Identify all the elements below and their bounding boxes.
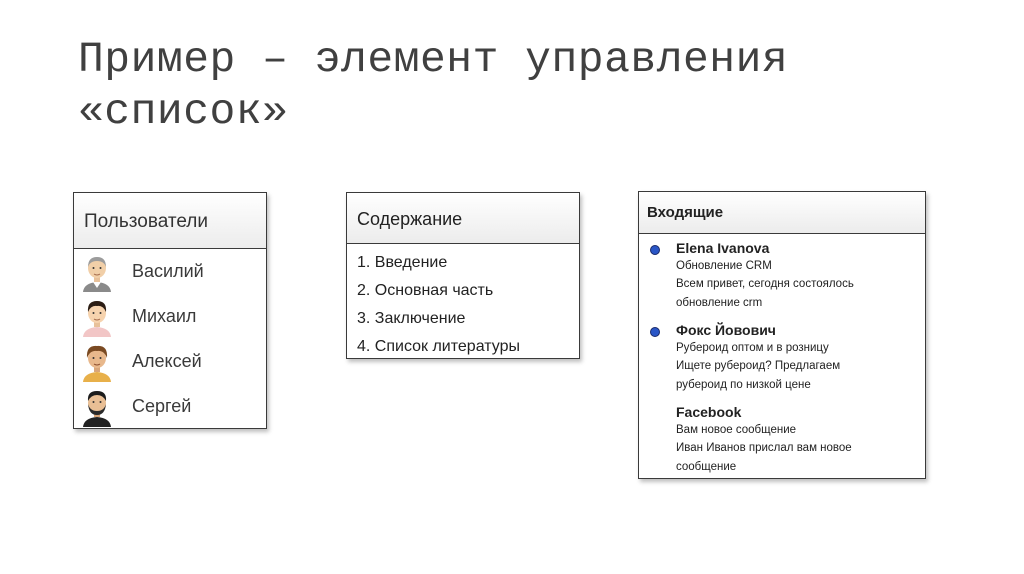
man-brown-hair-avatar-icon xyxy=(80,342,114,382)
message-sender: Elena Ivanova xyxy=(676,240,770,256)
message-sender: Фокс Йовович xyxy=(676,322,776,338)
list-item-user[interactable] xyxy=(74,249,266,294)
list-item-user[interactable] xyxy=(74,339,266,384)
slide-title-line-2: «список» xyxy=(78,87,289,136)
slide-title-line-1: Пример – элемент управления xyxy=(78,35,789,84)
message-preview: Ищете рубероид? Предлагаем xyxy=(676,360,841,372)
list-item-section[interactable]: 2. Основная часть xyxy=(357,282,494,299)
list-item-user[interactable] xyxy=(74,294,266,339)
user-name: Сергей xyxy=(132,396,192,416)
unread-dot-icon xyxy=(650,245,660,255)
contents-list-header: Содержание xyxy=(347,193,579,244)
message-preview: обновление crm xyxy=(676,297,763,309)
man-gray-hair-avatar-icon xyxy=(80,252,114,292)
list-item-section[interactable]: 1. Введение xyxy=(357,254,448,271)
contents-listbox xyxy=(346,192,580,359)
list-item-section[interactable]: 3. Заключение xyxy=(357,310,466,327)
inbox-list-header: Входящие xyxy=(639,192,925,234)
message-sender: Facebook xyxy=(676,404,742,420)
message-subject: Обновление CRM xyxy=(676,260,772,272)
list-item-user[interactable] xyxy=(74,384,266,429)
list-item-message[interactable] xyxy=(639,404,925,476)
message-subject: Рубероид оптом и в розницу xyxy=(676,342,829,354)
message-preview: сообщение xyxy=(676,461,737,473)
message-subject: Вам новое сообщение xyxy=(676,424,797,436)
user-name: Михаил xyxy=(132,306,197,326)
slide-title xyxy=(78,34,978,138)
man-dark-hair-avatar-icon xyxy=(80,297,114,337)
list-item-message[interactable] xyxy=(639,322,925,394)
list-item-message[interactable] xyxy=(639,240,925,312)
message-preview: рубероид по низкой цене xyxy=(676,379,811,391)
users-list-header: Пользователи xyxy=(74,193,266,249)
inbox-listbox xyxy=(638,191,926,479)
users-listbox xyxy=(73,192,267,429)
list-item-section[interactable]: 4. Список литературы xyxy=(357,338,520,355)
user-name: Василий xyxy=(132,261,204,281)
man-beard-avatar-icon xyxy=(80,387,114,427)
user-name: Алексей xyxy=(132,351,202,371)
unread-dot-icon xyxy=(650,327,660,337)
message-preview: Всем привет, сегодня состоялось xyxy=(676,278,854,290)
message-preview: Иван Иванов прислал вам новое xyxy=(676,442,852,454)
